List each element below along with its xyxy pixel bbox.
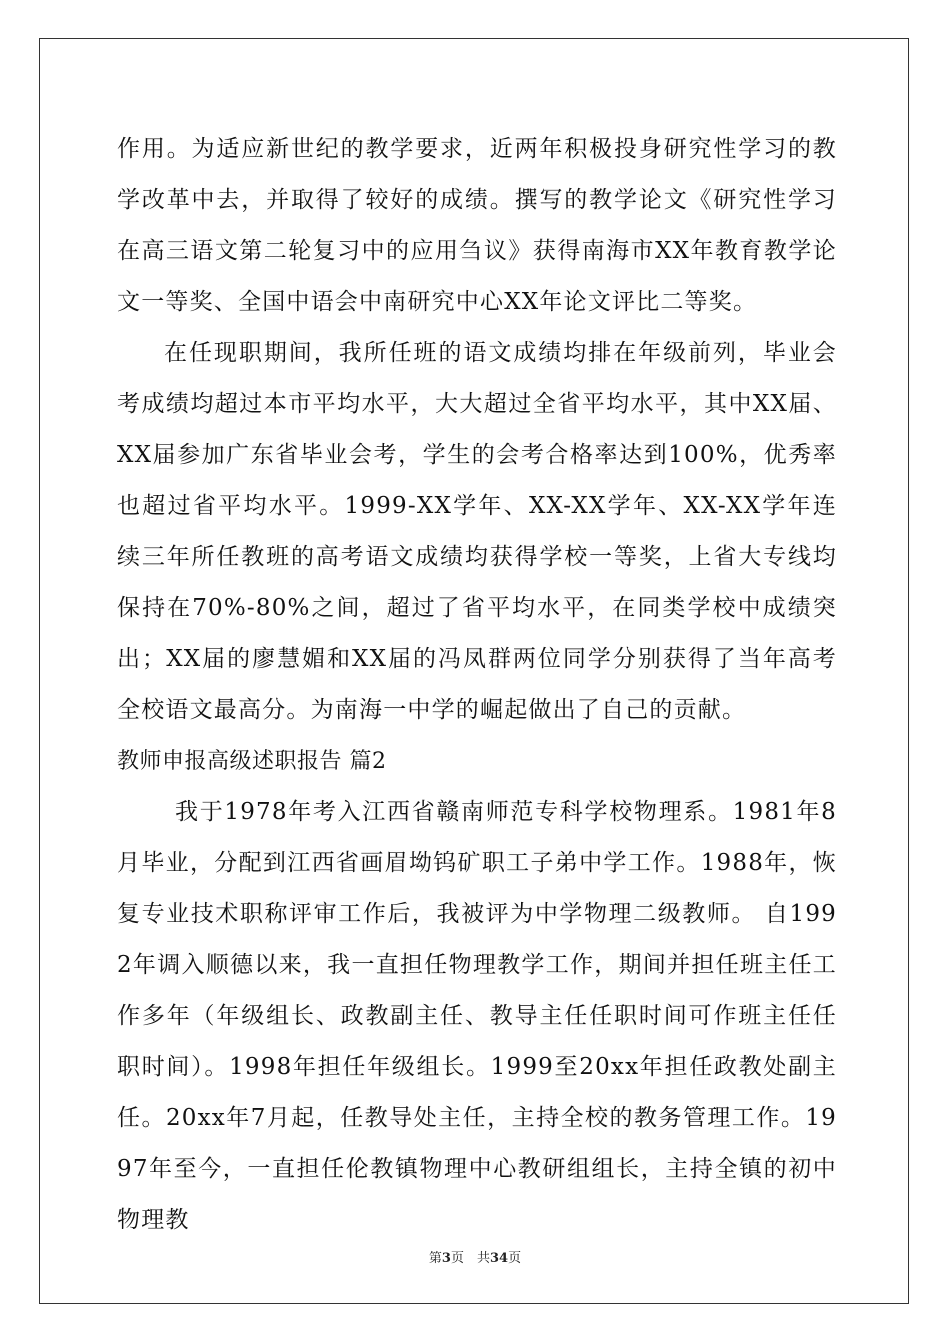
footer-page-number: 3: [441, 1251, 451, 1266]
paragraph-section-body: 我于1978年考入江西省赣南师范专科学校物理系。1981年8月毕业，分配到江西省画眉坳钨矿职工子弟中学工作。1988年，恢复专业技术职称评审工作后，我被评为中学物理二级教师。 自1992年调入顺德以来，我一直担任物理教学工作，期间并担任班主任工作多年（年级组长、政教副主任、教导主任任职时间可作班主任任职时间）。1998年担任年级组长。1999至20xx年担任政教处副主任。20xx年7月起，任教导处主任，主持全校的教务管理工作。1997年至今，一直担任伦教镇物理中心教研组组长，主持全镇的初中物理教: [117, 799, 837, 1233]
footer-total-pages: 34: [489, 1251, 509, 1266]
footer-prefix: 第: [428, 1251, 442, 1266]
footer-middle: 页 共: [450, 1251, 490, 1266]
section-title: 教师申报高级述职报告 篇2: [117, 749, 387, 774]
document-body: [117, 124, 837, 1246]
paragraph-continuation: 作用。为适应新世纪的教学要求，近两年积极投身研究性学习的教学改革中去，并取得了较好的成绩。撰写的教学论文《研究性学习在高三语文第二轮复习中的应用刍议》获得南海市XX年教育教学论文一等奖、全国中语会中南研究中心XX年论文评比二等奖。: [117, 136, 837, 315]
footer-suffix: 页: [508, 1251, 522, 1266]
paragraph-achievements: 在任现职期间，我所任班的语文成绩均排在年级前列，毕业会考成绩均超过本市平均水平，大大超过全省平均水平，其中XX届、XX届参加广东省毕业会考，学生的会考合格率达到100%，优秀率也超过省平均水平。1999-XX学年、XX-XX学年、XX-XX学年连续三年所任教班的高考语文成绩均获得学校一等奖，上省大专线均保持在70%-80%之间，超过了省平均水平，在同类学校中成绩突出；XX届的廖慧媚和XX届的冯凤群两位同学分别获得了当年高考全校语文最高分。为南海一中学的崛起做出了自己的贡献。: [117, 340, 837, 723]
page-footer: [0, 1247, 950, 1266]
